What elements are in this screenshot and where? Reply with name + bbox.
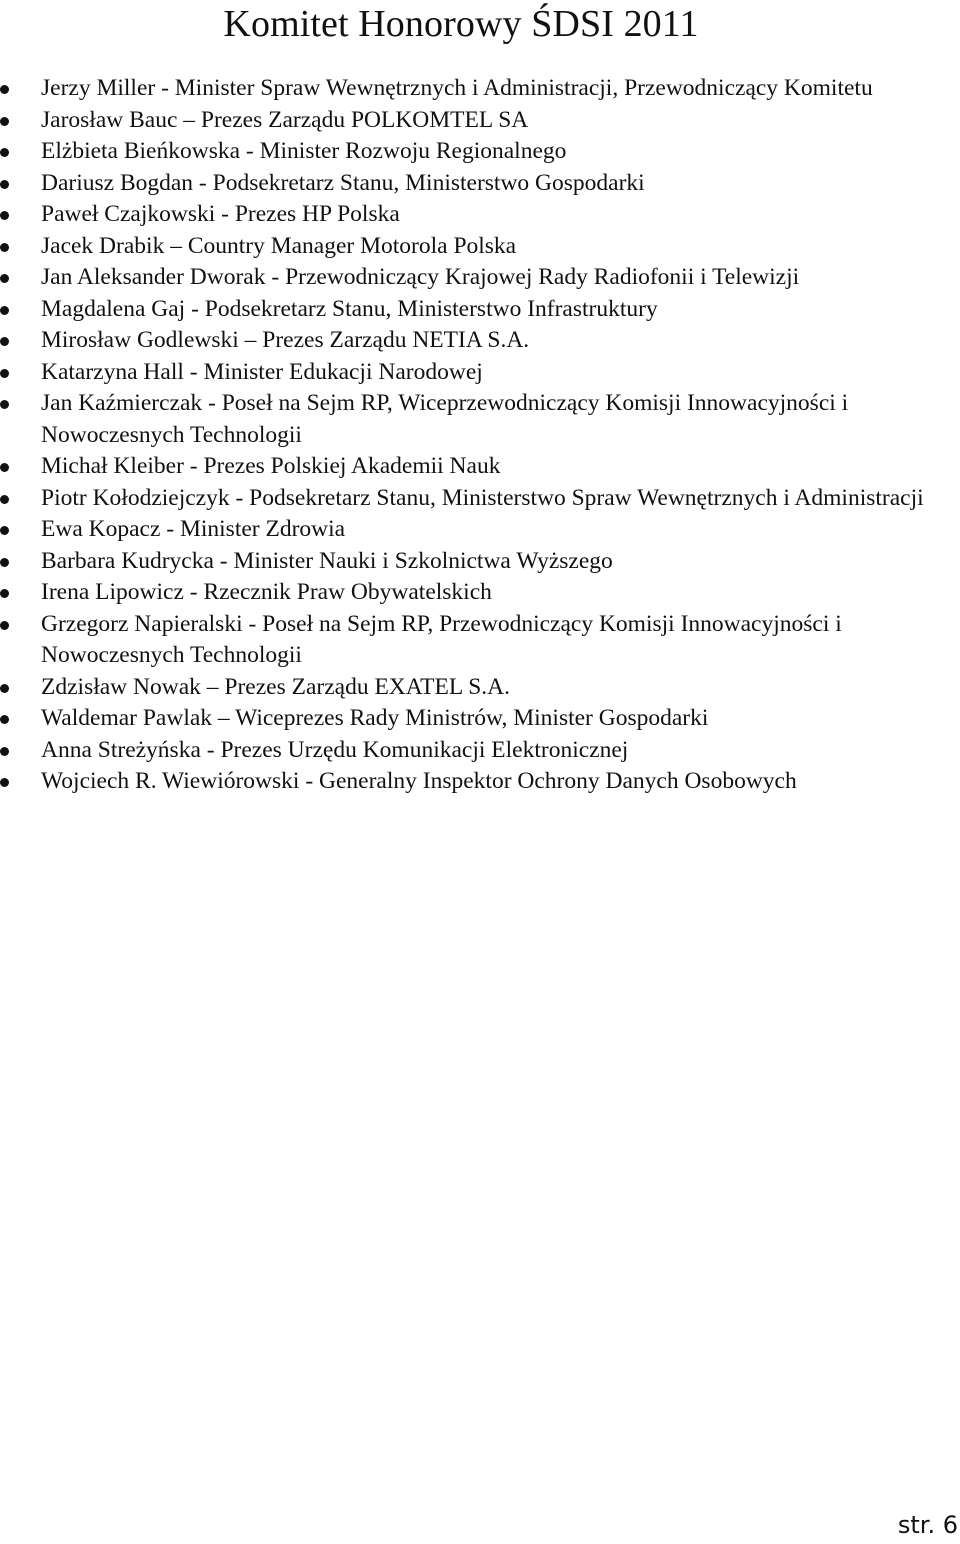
member-text: Magdalena Gaj - Podsekretarz Stanu, Ministerstwo Infrastruktury bbox=[41, 295, 658, 322]
bullet-icon bbox=[0, 463, 9, 472]
bullet-icon bbox=[0, 747, 9, 756]
bullet-icon bbox=[0, 778, 9, 787]
list-item bbox=[0, 546, 955, 578]
bullet-icon bbox=[0, 85, 9, 94]
list-item bbox=[0, 672, 955, 704]
member-text: Waldemar Pawlak – Wiceprezes Rady Ministrów, Minister Gospodarki bbox=[41, 705, 709, 731]
bullet-icon bbox=[0, 180, 9, 189]
member-text: Mirosław Godlewski – Prezes Zarządu NETIA S.A. bbox=[41, 327, 530, 353]
member-text: Grzegorz Napieralski - Poseł na Sejm RP, Przewodniczący Komisji Innowacyjności i Nowoczesnych Technologii bbox=[41, 610, 842, 668]
member-text: Katarzyna Hall - Minister Edukacji Narodowej bbox=[41, 358, 483, 385]
bullet-icon bbox=[0, 369, 9, 378]
bullet-icon bbox=[0, 684, 9, 693]
list-item bbox=[0, 105, 955, 137]
list-item bbox=[0, 294, 955, 326]
member-text: Anna Streżyńska - Prezes Urzędu Komunikacji Elektronicznej bbox=[41, 736, 629, 763]
list-item bbox=[0, 388, 941, 451]
bullet-icon bbox=[0, 558, 9, 567]
member-text: Paweł Czajkowski - Prezes HP Polska bbox=[41, 201, 400, 227]
list-item bbox=[0, 168, 955, 200]
member-text: Elżbieta Bieńkowska - Minister Rozwoju Regionalnego bbox=[41, 138, 567, 164]
member-text: Wojciech R. Wiewiórowski - Generalny Inspektor Ochrony Danych Osobowych bbox=[41, 768, 797, 794]
list-item bbox=[0, 483, 941, 515]
list-item bbox=[0, 73, 941, 105]
member-text: Zdzisław Nowak – Prezes Zarządu EXATEL S.A. bbox=[41, 673, 510, 700]
member-text: Michał Kleiber - Prezes Polskiej Akademii Nauk bbox=[41, 453, 501, 479]
list-item bbox=[0, 231, 955, 263]
list-item bbox=[0, 577, 955, 609]
bullet-icon bbox=[0, 337, 9, 346]
member-text: Jan Kaźmierczak - Poseł na Sejm RP, Wiceprzewodniczący Komisji Innowacyjności i Nowoczesnych Technologii bbox=[41, 390, 849, 448]
bullet-icon bbox=[0, 621, 9, 630]
bullet-icon bbox=[0, 306, 9, 315]
member-text: Jarosław Bauc – Prezes Zarządu POLKOMTEL SA bbox=[41, 106, 529, 133]
member-text: Piotr Kołodziejczyk - Podsekretarz Stanu, Ministerstwo Spraw Wewnętrznych i Administracji bbox=[41, 484, 924, 511]
bullet-icon bbox=[0, 148, 9, 157]
bullet-icon bbox=[0, 589, 9, 598]
bullet-icon bbox=[0, 400, 9, 409]
bullet-icon bbox=[0, 274, 9, 283]
member-text: Ewa Kopacz - Minister Zdrowia bbox=[41, 516, 346, 542]
member-text: Irena Lipowicz - Rzecznik Praw Obywatelskich bbox=[41, 579, 492, 605]
member-text: Jerzy Miller - Minister Spraw Wewnętrznych i Administracji, Przewodniczący Komitetu bbox=[41, 75, 873, 101]
bullet-icon bbox=[0, 117, 9, 126]
list-item bbox=[0, 514, 955, 546]
bullet-icon bbox=[0, 211, 9, 220]
bullet-icon bbox=[0, 526, 9, 535]
page-number: str. 6 bbox=[897, 1511, 958, 1539]
member-text: Dariusz Bogdan - Podsekretarz Stanu, Ministerstwo Gospodarki bbox=[41, 169, 645, 196]
list-item bbox=[0, 199, 955, 231]
list-item bbox=[0, 136, 955, 168]
bullet-icon bbox=[0, 243, 9, 252]
list-item bbox=[0, 735, 955, 767]
page-title: Komitet Honorowy ŚDSI 2011 bbox=[223, 3, 699, 45]
list-item bbox=[0, 766, 955, 798]
list-item bbox=[0, 262, 955, 294]
list-item bbox=[0, 357, 955, 389]
list-item bbox=[0, 325, 955, 357]
list-item bbox=[0, 609, 941, 672]
member-text: Jacek Drabik – Country Manager Motorola Polska bbox=[41, 232, 517, 259]
list-item bbox=[0, 703, 955, 735]
bullet-icon bbox=[0, 715, 9, 724]
list-item bbox=[0, 451, 955, 483]
member-text: Jan Aleksander Dworak - Przewodniczący Krajowej Rady Radiofonii i Telewizji bbox=[41, 264, 800, 290]
bullet-icon bbox=[0, 495, 9, 504]
committee-member-list bbox=[0, 73, 955, 798]
member-text: Barbara Kudrycka - Minister Nauki i Szkolnictwa Wyższego bbox=[41, 547, 613, 574]
